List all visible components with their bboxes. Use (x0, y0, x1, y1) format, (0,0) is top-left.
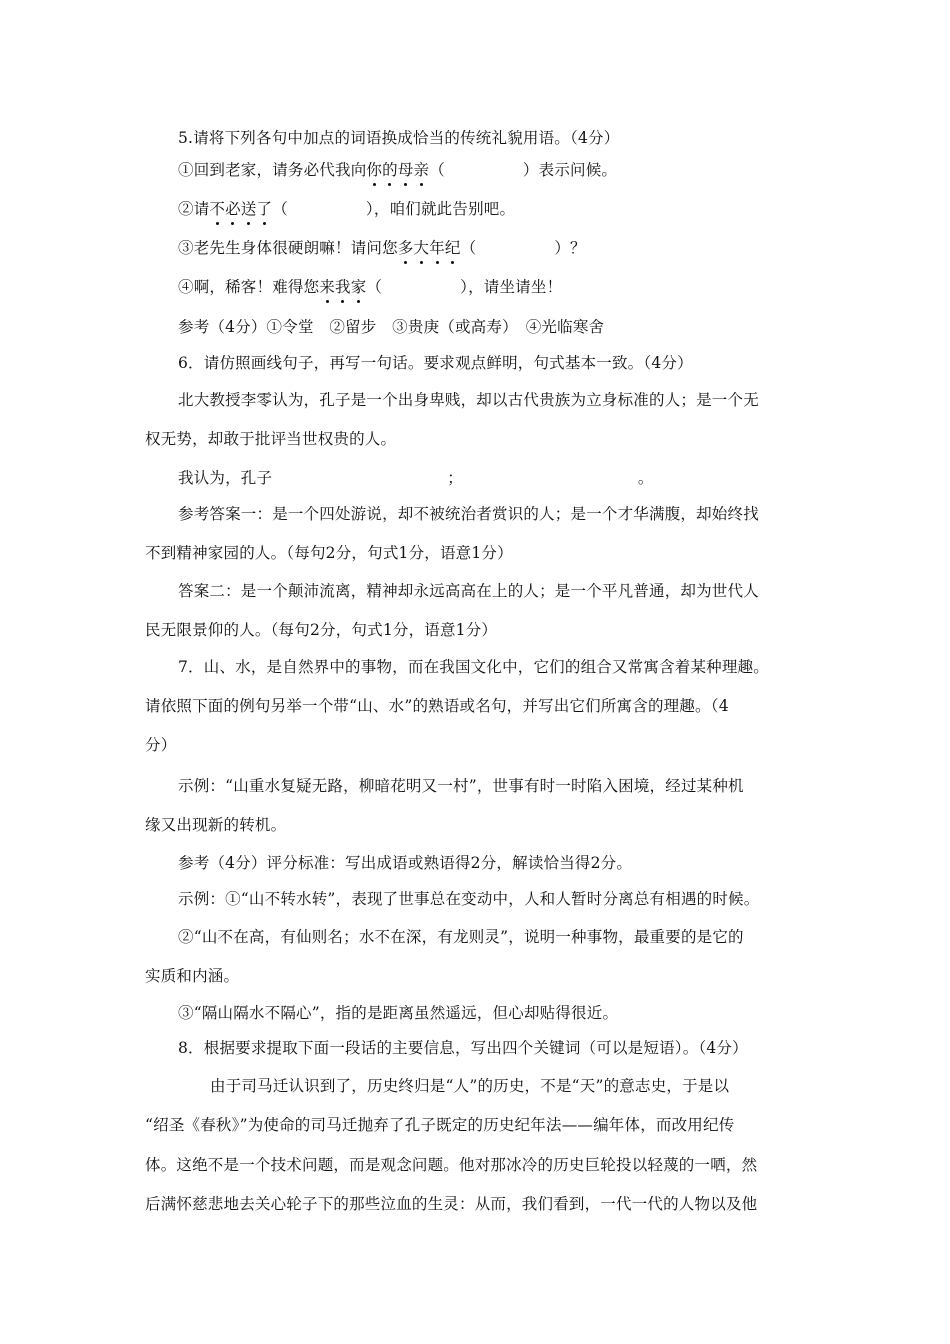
q7-title-line: 请依照下面的例句另举一个带“山、水”的熟语或名句，并写出它们所寓含的理趣。（4 (145, 697, 729, 715)
q7-sample-line: ②“山不在高，有仙则名；水不在深，有龙则灵”，说明一种事物，最重要的是它的 (178, 928, 744, 946)
q6-fill-line: 我认为，孔子 ； 。 (178, 469, 654, 487)
q7-example-line: 示例：“山重水复疑无路，柳暗花明又一村”，世事有时一时陷入困境，经过某种机 (178, 777, 744, 795)
q6-answer-line: 参考答案一：是一个四处游说，却不被统治者赏识的人；是一个才华满腹，却始终找 (178, 505, 759, 523)
q7-title-line: 分） (145, 736, 177, 754)
q5-sentence-3: ③老先生身体很硬朗嘛！请问您多大年纪（ ）？ (178, 239, 586, 257)
dotted-char: 了 (256, 200, 273, 218)
q6-paragraph-line: 权无势，却敢于批评当世权贵的人。 (145, 430, 397, 448)
dotted-char: 必 (225, 200, 241, 218)
q6-answer-line: 民无限景仰的人。（每句2分，句式1分，语意1分） (145, 621, 498, 639)
q8-paragraph-line: 体。这绝不是一个技术问题，而是观念问题。他对那冰冷的历史巨轮投以轻蔑的一哂，然 (145, 1156, 758, 1174)
q7-title-line: 7．山、水，是自然界中的事物，而在我国文化中，它们的组合又常寓含着某种理趣。 (178, 658, 769, 676)
q5-sentence-4: ④啊，稀客！难得您来我家（ ），请坐请坐！ (178, 278, 563, 296)
dotted-char: 大 (413, 239, 430, 257)
dotted-char: 我 (335, 278, 351, 296)
q7-criteria: 参考（4分）评分标准：写出成语或熟语得2分，解读恰当得2分。 (178, 854, 633, 872)
q5-sentence-1: ①回到老家，请务必代我向你的母亲（ ）表示问候。 (178, 161, 618, 179)
dotted-char: 亲 (413, 161, 430, 179)
dotted-char: 纪 (444, 239, 461, 257)
dotted-char: 多 (397, 239, 414, 257)
q7-sample-line: 示例：①“山不转水转”，表现了世事总在变动中，人和人暂时分离总有相遇的时候。 (178, 890, 760, 908)
q8-paragraph-line: 由于司马迁认识到了，历史终归是“人”的历史，不是“天”的意志史，于是以 (210, 1077, 730, 1095)
dotted-char: 送 (240, 200, 257, 218)
q5-title: 5.请将下列各句中加点的词语换成恰当的传统礼貌用语。（4分） (178, 129, 620, 147)
q8-title: 8．根据要求提取下面一段话的主要信息，写出四个关键词（可以是短语）。（4分） (178, 1039, 748, 1057)
dotted-char: 家 (350, 278, 367, 296)
dotted-char: 来 (319, 278, 336, 296)
q6-title: 6．请仿照画线句子，再写一句话。要求观点鲜明，句式基本一致。（4分） (178, 354, 693, 372)
dotted-char: 你 (366, 161, 383, 179)
q5-answer: 参考（4分）①令堂 ②留步 ③贵庚（或高寿） ④光临寒舍 (178, 318, 605, 336)
dotted-char: 母 (397, 161, 414, 179)
q6-answer-line: 答案二：是一个颠沛流离，精神却永远高高在上的人；是一个平凡普通，却为世代人 (178, 582, 759, 600)
q7-sample-line: 实质和内涵。 (145, 967, 240, 985)
q6-paragraph-line: 北大教授李零认为，孔子是一个出身卑贱，却以古代贵族为立身标准的人；是一个无 (178, 391, 759, 409)
dotted-char: 年 (429, 239, 445, 257)
q6-answer-line: 不到精神家园的人。（每句2分，句式1分，语意1分） (145, 544, 513, 562)
dotted-char: 的 (382, 161, 398, 179)
dotted-char: 不 (209, 200, 226, 218)
q8-paragraph-line: “绍圣《春秋》”为使命的司马迁抛弃了孔子既定的历史纪年法——编年体，而改用纪传 (145, 1116, 735, 1134)
q7-example-line: 缘又出现新的转机。 (145, 816, 287, 834)
q8-paragraph-line: 后满怀慈悲地去关心轮子下的那些泣血的生灵：从而，我们看到，一代一代的人物以及他 (145, 1195, 758, 1213)
q7-sample-line: ③“隔山隔水不隔心”，指的是距离虽然遥远，但心却贴得很近。 (178, 1004, 619, 1022)
q5-sentence-2: ②请不必送了（ ），咱们就此告别吧。 (178, 200, 516, 218)
